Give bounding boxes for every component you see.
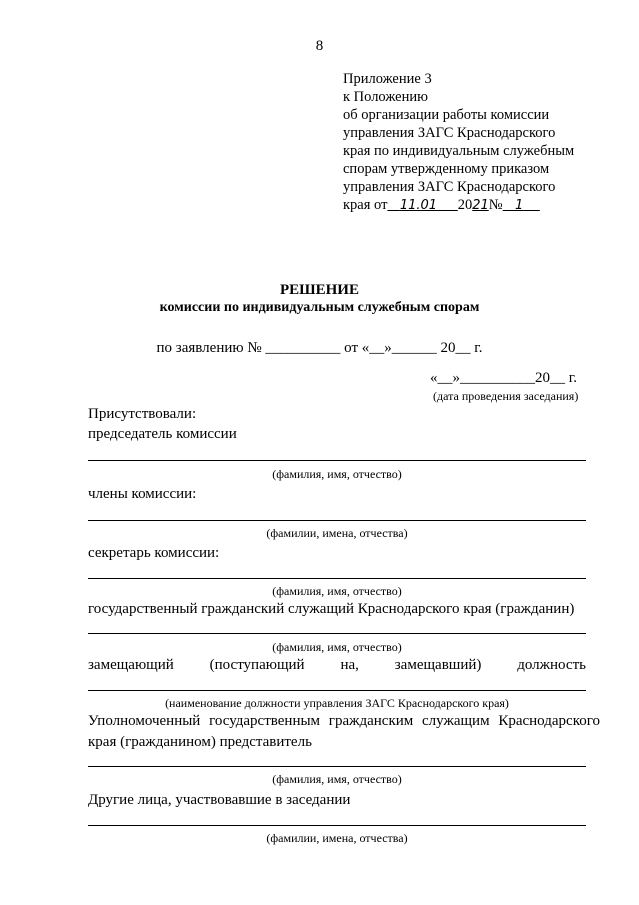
position-caption: (наименование должности управления ЗАГС Краснодарского края)	[165, 696, 509, 710]
position-word: должность	[517, 657, 586, 673]
document-subtitle: комиссии по индивидуальным служебным спорам	[159, 300, 480, 315]
handwritten-year: 21	[472, 198, 489, 213]
position-fill-line	[88, 690, 586, 691]
appendix-line: управления ЗАГС Краснодарского	[343, 125, 556, 141]
position-word: на,	[340, 657, 359, 673]
others-caption: (фамилии, имена, отчества)	[266, 831, 408, 845]
members-label: члены комиссии:	[88, 486, 197, 502]
chair-fill-line	[88, 460, 586, 461]
position-word: замещавший)	[394, 657, 482, 673]
others-fill-line	[88, 825, 586, 826]
secretary-caption: (фамилия, имя, отчество)	[272, 584, 402, 598]
appendix-line: об организации работы комиссии	[343, 107, 550, 123]
page-number: 8	[315, 38, 324, 54]
appendix-line: края по индивидуальным служебным	[343, 143, 575, 159]
chair-label: председатель комиссии	[88, 426, 237, 442]
secretary-fill-line	[88, 578, 586, 579]
appendix-line: к Положению	[343, 89, 428, 105]
representative-fill-line	[88, 766, 586, 767]
handwritten-date: 11.01	[399, 198, 438, 213]
meeting-date-caption: (дата проведения заседания)	[433, 389, 579, 403]
handwritten-number: 1	[515, 198, 524, 213]
servant-label: государственный гражданский служащий Краснодарского края (гражданин)	[88, 601, 575, 617]
others-label: Другие лица, участвовавшие в заседании	[88, 792, 351, 808]
appendix-block	[343, 70, 613, 215]
position-word: замещающий	[88, 657, 174, 673]
number-label: №	[488, 197, 503, 213]
position-word: (поступающий	[209, 657, 305, 673]
appendix-line: управления ЗАГС Краснодарского	[343, 179, 556, 195]
meeting-date: «__»__________20__ г.	[430, 370, 577, 386]
appendix-date-prefix: края от	[343, 197, 388, 213]
appendix-date-line	[343, 196, 613, 215]
appendix-line: спорам утвержденному приказом	[343, 161, 550, 177]
servant-fill-line	[88, 633, 586, 634]
members-caption: (фамилии, имена, отчества)	[266, 526, 408, 540]
servant-caption: (фамилия, имя, отчество)	[272, 640, 402, 654]
present-label: Присутствовали:	[88, 406, 197, 422]
year-prefix: 20	[457, 197, 473, 213]
members-fill-line	[88, 520, 586, 521]
appendix-line: Приложение 3	[343, 71, 432, 87]
document-title: РЕШЕНИЕ	[280, 282, 359, 298]
application-line: по заявлению № __________ от «__»______ 20__ г.	[156, 340, 483, 356]
representative-line-2: края (гражданином) представитель	[88, 734, 312, 750]
representative-caption: (фамилия, имя, отчество)	[272, 772, 402, 786]
representative-line-1: Уполномоченный государственным гражданским служащим Краснодарского	[88, 713, 600, 729]
secretary-label: секретарь комиссии:	[88, 545, 220, 561]
position-row	[88, 657, 586, 674]
chair-caption: (фамилия, имя, отчество)	[272, 467, 402, 481]
